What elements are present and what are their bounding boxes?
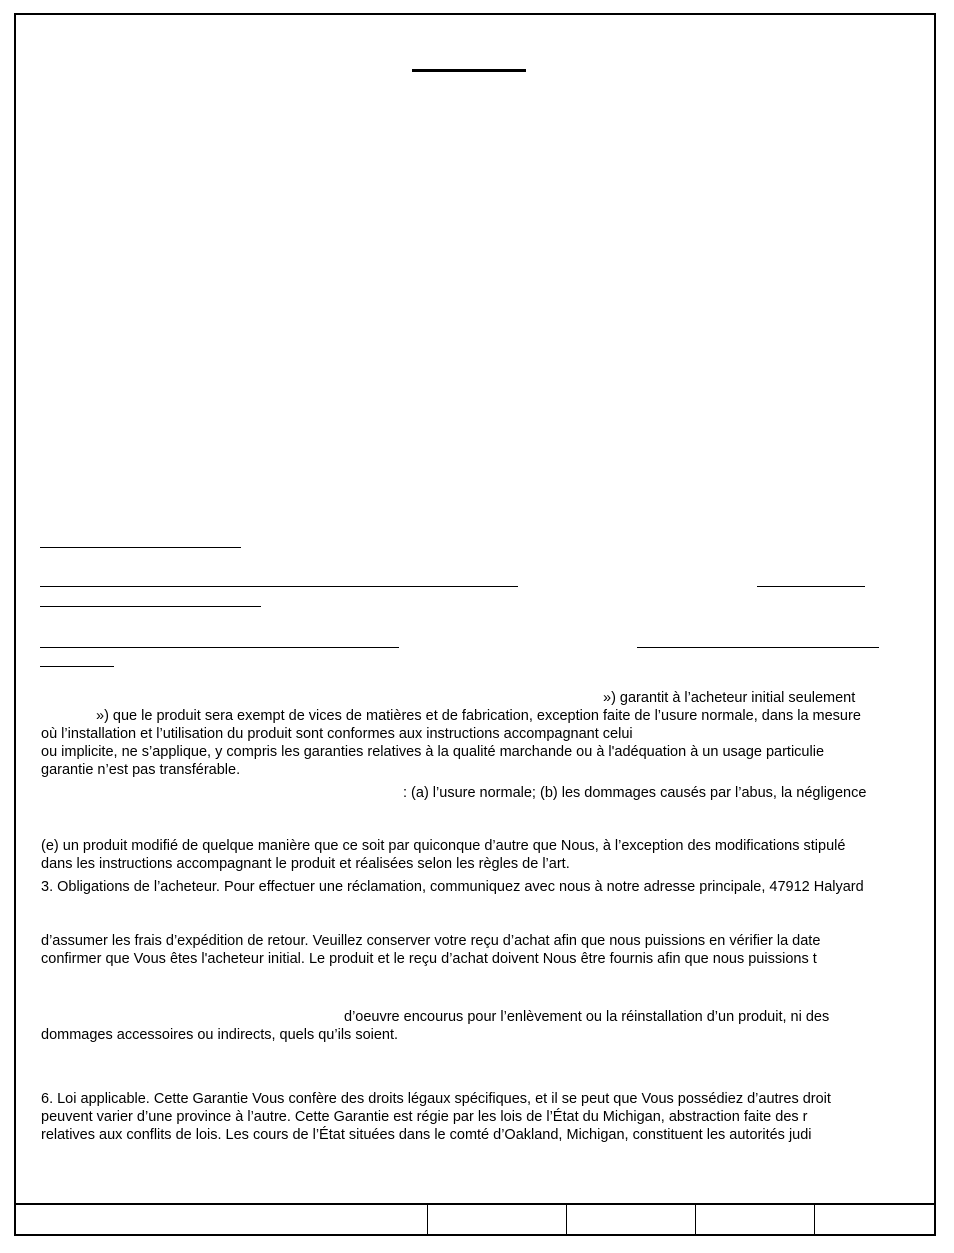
exclusion-e-line-1: (e) un produit modifié de quelque manière que ce soit par quiconque d’autre que Nous, à l’exception des modifications stipulé	[41, 838, 846, 854]
law-line-1: 6. Loi applicable. Cette Garantie Vous confère des droits légaux spécifiques, et il se peut que Vous possédiez d’autres droit	[41, 1091, 831, 1107]
exclusions-line: : (a) l’usure normale; (b) les dommages causés par l’abus, la négligence	[403, 785, 867, 801]
warranty-line-3: où l’installation et l’utilisation du produit sont conformes aux instructions accompagnant celui	[41, 726, 633, 742]
field-underline-4	[40, 606, 261, 607]
shipping-line-2: confirmer que Vous êtes l'acheteur initial. Le produit et le reçu d’achat doivent Nous être fournis afin que nous puissions t	[41, 951, 817, 967]
warranty-line-5: garantie n’est pas transférable.	[41, 762, 241, 778]
shipping-line-1: d’assumer les frais d’expédition de retour. Veuillez conserver votre reçu d’achat afin que nous puissions en vérifier la date	[41, 933, 821, 949]
field-underline-6	[637, 647, 879, 648]
exclusion-e-line-2: dans les instructions accompagnant le produit et réalisées selon les règles de l’art.	[41, 856, 570, 872]
page-frame	[14, 13, 936, 1236]
field-underline-2	[40, 586, 518, 587]
warranty-line-1: ») garantit à l’acheteur initial seulement	[603, 690, 856, 706]
warranty-line-4: ou implicite, ne s’applique, y compris les garanties relatives à la qualité marchande ou à l'adéquation à un usage particulie	[41, 744, 825, 760]
field-underline-3	[757, 586, 865, 587]
labor-line-1: d’oeuvre encourus pour l’enlèvement ou la réinstallation d’un produit, ni des	[344, 1009, 830, 1025]
footer-divider-1	[427, 1205, 428, 1236]
obligations-line: 3. Obligations de l’acheteur. Pour effectuer une réclamation, communiquez avec nous à notre adresse principale, 47912 Halyard	[41, 879, 864, 895]
footer-divider-3	[695, 1205, 696, 1236]
field-underline-7	[40, 666, 114, 667]
field-underline-5	[40, 647, 399, 648]
law-line-2: peuvent varier d’une province à l’autre. Cette Garantie est régie par les lois de l’État du Michigan, abstraction faite des r	[41, 1109, 808, 1125]
footer-title-block	[14, 1203, 936, 1236]
warranty-line-2: ») que le produit sera exempt de vices de matières et de fabrication, exception faite de l’usure normale, dans la mesure	[96, 708, 861, 724]
law-line-3: relatives aux conflits de lois. Les cours de l’État situées dans le comté d’Oakland, Michigan, constituent les autorités judi	[41, 1127, 812, 1143]
labor-line-2: dommages accessoires ou indirects, quels qu’ils soient.	[41, 1027, 399, 1043]
title-underline	[412, 69, 526, 72]
footer-divider-2	[566, 1205, 567, 1236]
footer-divider-4	[814, 1205, 815, 1236]
field-underline-1	[40, 547, 241, 548]
